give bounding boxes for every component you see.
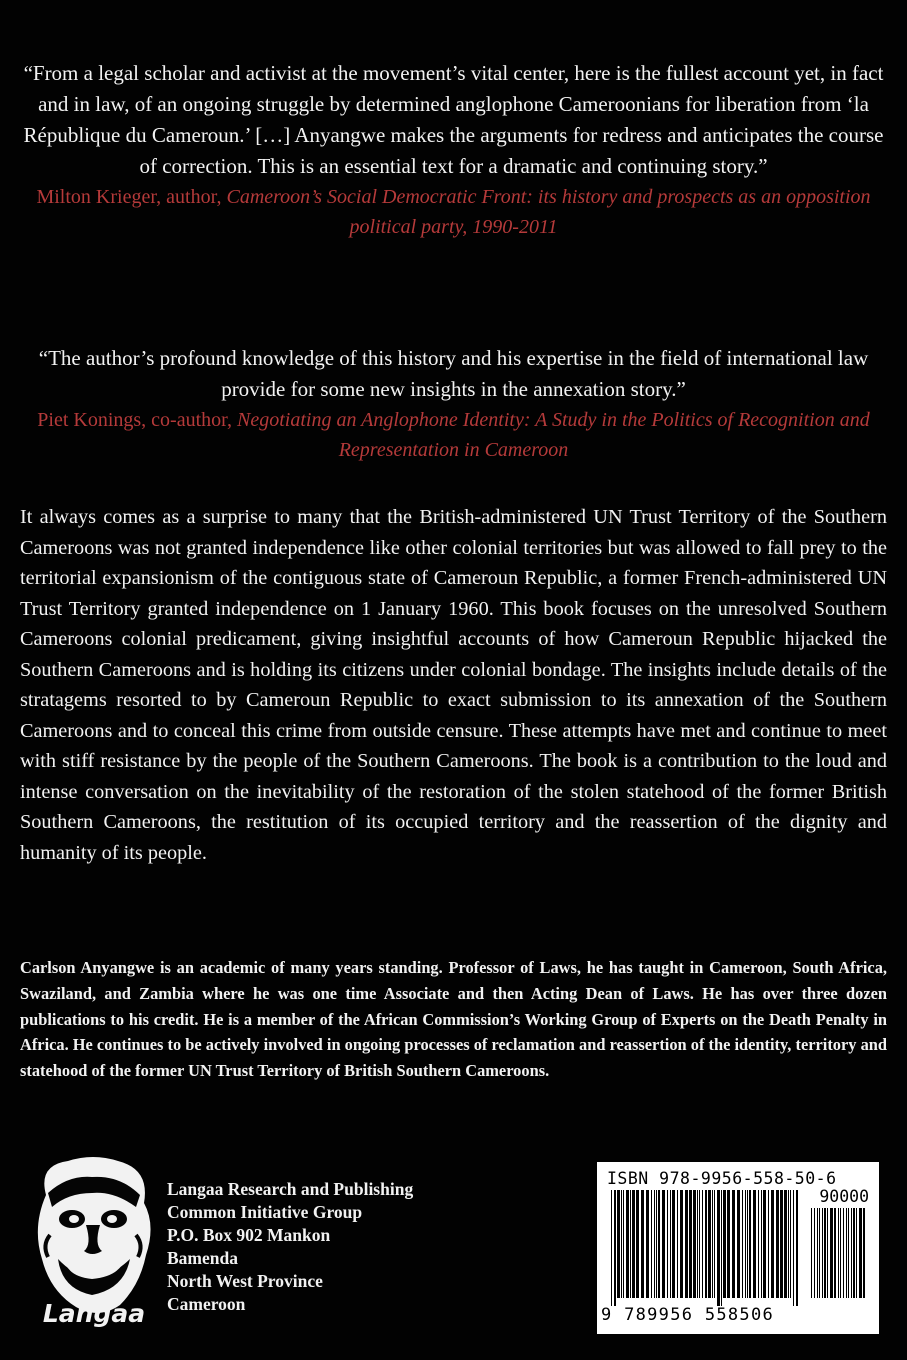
barcode-bar: [848, 1208, 849, 1298]
barcode-bar: [658, 1190, 660, 1298]
quote-2-attribution: [20, 405, 887, 465]
barcode-bar: [697, 1190, 698, 1298]
barcode-bar: [742, 1190, 743, 1298]
barcode-bar: [824, 1208, 826, 1298]
barcode-bar: [705, 1190, 707, 1298]
barcode-bar: [834, 1208, 836, 1298]
barcode-bar: [763, 1190, 766, 1298]
quote-2-author: Piet Konings, co-author,: [37, 409, 238, 431]
barcode-bar: [677, 1190, 678, 1298]
barcode-bar: [817, 1208, 818, 1298]
barcode-bar: [708, 1190, 711, 1298]
barcode-bar: [727, 1190, 730, 1298]
barcode-bar: [846, 1208, 847, 1298]
barcode-bar: [662, 1190, 665, 1298]
barcode-bar: [788, 1190, 789, 1298]
barcode-bar: [689, 1190, 692, 1298]
endorsement-quote-2: [20, 343, 887, 465]
book-description: It always comes as a surprise to many that the British-administered UN Trust Territory of the Southern Cameroons was not granted independence like other colonial territories but was allowed to fall prey to the territorial expansionism of the contiguous state of Cameroun Republic, a former French-administered UN Trust Territory granted independence on 1 January 1960. This book focuses on the unresolved Southern Cameroons colonial predicament, giving insightful accounts of how Cameroun Republic hijacked the Southern Cameroons and is holding its citizens under colonial bondage. The insights include details of the stratagems resorted to by Cameroun Republic to exact submission to its annexation of the Southern Cameroons and to conceal this crime from outside censure. These attempts have met and continue to meet with stiff resistance by the people of the Southern Cameroons. The book is a contribution to the loud and intense conversation on the inevitability of the restoration of the stolen statehood of the former British Southern Cameroons, the restitution of its occupied territory and the reassertion of the dignity and humanity of its people.: [20, 506, 887, 864]
quote-1-author: Milton Krieger, author,: [36, 186, 227, 208]
publisher-line: North West Province: [167, 1271, 323, 1291]
barcode-bar: [796, 1190, 798, 1306]
quote-2-work-title: Negotiating an Anglophone Identity: A Study in the Politics of Recognition and Representation in Cameroon: [237, 409, 870, 461]
barcode-bar: [811, 1208, 812, 1298]
barcode-bar: [830, 1208, 833, 1298]
publisher-line: Common Initiative Group: [167, 1202, 363, 1222]
quote-1-attribution: [20, 182, 887, 242]
isbn-barcode: [597, 1162, 879, 1334]
publisher-line: Bamenda: [167, 1248, 238, 1268]
barcode-bar: [780, 1190, 783, 1298]
barcode-bar: [819, 1208, 820, 1298]
barcode-bar: [632, 1190, 635, 1298]
quote-1-work-title: Cameroon’s Social Democratic Front: its history and prospects as an opposition political party, 1990-2011: [226, 186, 871, 238]
publisher-line: Cameroon: [167, 1294, 246, 1314]
barcode-bar: [614, 1190, 616, 1306]
publisher-line: Langaa Research and Publishing: [167, 1179, 414, 1199]
barcode-bar: [749, 1190, 751, 1298]
author-bio: Carlson Anyangwe is an academic of many years standing. Professor of Laws, he has taught in Cameroon, South Africa, Swaziland, and Zambia where he was one time Associate and then Acting Dean of Laws. He has over three dozen publications to his credit. He is a member of the African Commission’s Working Group of Experts on the Death Penalty in Africa. He continues to be actively involved in ongoing processes of reclamation and reassertion of the identity, territory and statehood of the former UN Trust Territory of British Southern Cameroons.: [20, 958, 887, 1081]
barcode-bar: [771, 1190, 774, 1298]
barcode-bar: [617, 1190, 620, 1298]
publisher-line: P.O. Box 902 Mankon: [167, 1225, 331, 1245]
barcode-bar: [641, 1190, 644, 1298]
barcode-bar: [667, 1190, 668, 1298]
addon-bars: [809, 1208, 869, 1306]
ean-digits: 9 789956 558506: [601, 1305, 775, 1325]
barcode-bar: [761, 1190, 762, 1298]
barcode-bar: [723, 1190, 726, 1298]
barcode-bar: [737, 1190, 740, 1298]
barcode-bar: [646, 1190, 649, 1298]
barcode-bar: [840, 1208, 841, 1298]
ean-bars: [609, 1190, 801, 1306]
barcode-bar: [699, 1190, 700, 1298]
endorsement-quote-1: [20, 58, 887, 242]
barcode-bar: [747, 1190, 748, 1298]
barcode-bar: [630, 1190, 631, 1298]
barcode-bar: [717, 1190, 720, 1306]
barcode-bar: [814, 1208, 815, 1298]
quote-2-text: “The author’s profound knowledge of this history and his expertise in the field of international law provide for some new insights in the annexation story.”: [38, 346, 869, 401]
barcode-bar: [623, 1190, 624, 1298]
barcode-bar: [702, 1190, 703, 1298]
barcode-bar: [790, 1190, 791, 1298]
barcode-bar: [654, 1190, 655, 1298]
barcode-bar: [636, 1190, 639, 1298]
barcode-bar: [753, 1190, 756, 1298]
publisher-address: [167, 1178, 413, 1316]
barcode-bar: [611, 1190, 612, 1306]
barcode-bar: [685, 1190, 688, 1298]
barcode-bar: [745, 1190, 746, 1298]
barcode-bar: [626, 1190, 629, 1298]
barcode-bar: [768, 1190, 769, 1298]
quote-1-text: “From a legal scholar and activist at the movement’s vital center, here is the fullest account yet, in fact and in law, of an ongoing struggle by determined anglophone Cameroonians for liberation from ‘la République du Cameroun.’ […] Anyangwe makes the arguments for redress and anticipates the course of correction. This is an essential text for a dramatic and continuing story.”: [23, 61, 884, 178]
barcode-bar: [776, 1190, 779, 1298]
barcode-bar: [851, 1208, 852, 1298]
barcode-bar: [693, 1190, 696, 1298]
barcode-bar: [672, 1190, 675, 1298]
isbn-label: ISBN 978-9956-558-50-6: [607, 1169, 837, 1188]
barcode-bar: [853, 1208, 855, 1298]
barcode-bar: [670, 1190, 671, 1298]
barcode-bar: [793, 1190, 794, 1306]
barcode-bar: [838, 1208, 839, 1298]
barcode-bar: [621, 1190, 622, 1298]
barcode-bar: [680, 1190, 683, 1298]
barcode-bar: [784, 1190, 787, 1298]
barcode-bar: [714, 1190, 715, 1298]
publisher-logo-text: Langaa: [42, 1299, 146, 1328]
barcode-bar: [843, 1208, 844, 1298]
barcode-bar: [721, 1190, 722, 1306]
barcode-bar: [758, 1190, 759, 1298]
barcode-bar: [651, 1190, 652, 1298]
barcode-bar: [732, 1190, 735, 1298]
barcode-bar: [856, 1208, 857, 1298]
barcode-bar: [656, 1190, 657, 1298]
barcode-bar: [712, 1190, 713, 1298]
barcode-bar: [859, 1208, 862, 1298]
barcode-bar: [822, 1208, 823, 1298]
barcode-bar: [863, 1208, 865, 1298]
price-code: 90000: [819, 1187, 869, 1206]
barcode-bar: [827, 1208, 828, 1298]
